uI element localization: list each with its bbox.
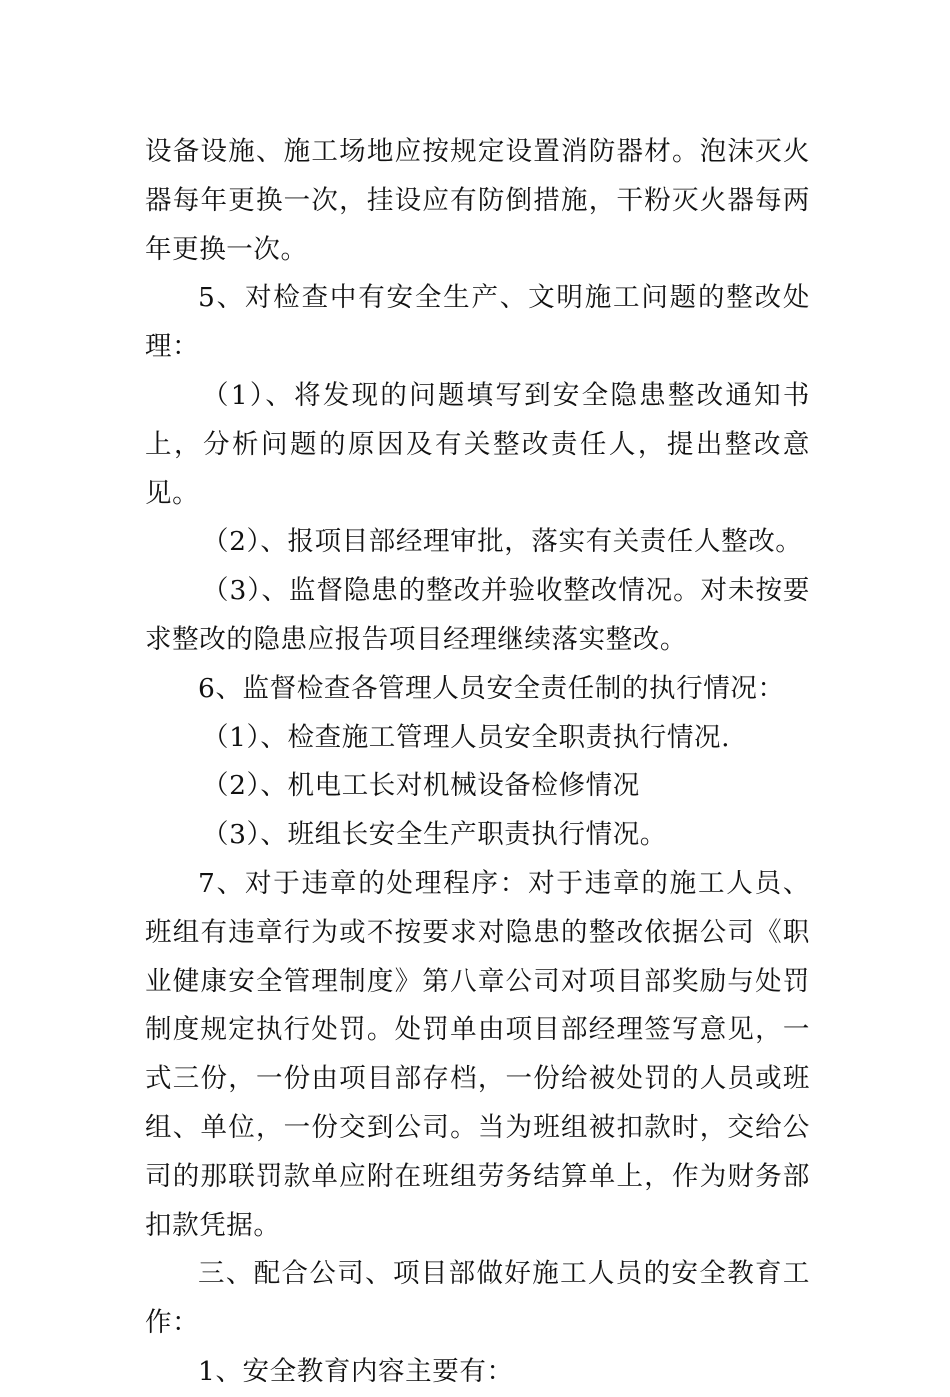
document-body [145, 128, 810, 1397]
paragraph-item-7-violation-procedure: 7、对于违章的处理程序：对于违章的施工人员、班组有违章行为或不按要求对隐患的整改依据公司《职业健康安全管理制度》第八章公司对项目部奖励与处罚制度规定执行处罚。处罚单由项目部经理签写意见，一式三份，一份由项目部存档，一份给被处罚的人员或班组、单位，一份交到公司。当为班组被扣款时，交给公司的那联罚款单应附在班组劳务结算单上，作为财务部扣款凭据。 [145, 867, 810, 1241]
paragraph-item-5-2: （2）、报项目部经理审批，落实有关责任人整改。 [202, 526, 803, 558]
paragraph-item-6-heading: 6、监督检查各管理人员安全责任制的执行情况： [198, 672, 785, 704]
paragraph-section-3-item-1: 1、安全教育内容主要有： [198, 1355, 514, 1387]
paragraph-item-5-1: （1）、将发现的问题填写到安全隐患整改通知书上，分析问题的原因及有关整改责任人，提出整改意见。 [145, 379, 810, 509]
paragraph-fire-equipment: 设备设施、施工场地应按规定设置消防器材。泡沫灭火器每年更换一次，挂设应有防倒措施，干粉灭火器每两年更换一次。 [145, 136, 810, 265]
paragraph-item-6-3: （3）、班组长安全生产职责执行情况。 [202, 819, 667, 851]
paragraph-item-6-2: （2）、机电工长对机械设备检修情况 [202, 770, 640, 802]
paragraph-section-3-heading: 三、配合公司、项目部做好施工人员的安全教育工作： [145, 1258, 810, 1339]
paragraph-item-5-3: （3）、监督隐患的整改并验收整改情况。对未按要求整改的隐患应报告项目经理继续落实整改。 [145, 575, 810, 655]
paragraph-item-6-1: （1）、检查施工管理人员安全职责执行情况. [202, 721, 731, 753]
paragraph-item-5-heading: 5、对检查中有安全生产、文明施工问题的整改处理： [145, 282, 810, 363]
